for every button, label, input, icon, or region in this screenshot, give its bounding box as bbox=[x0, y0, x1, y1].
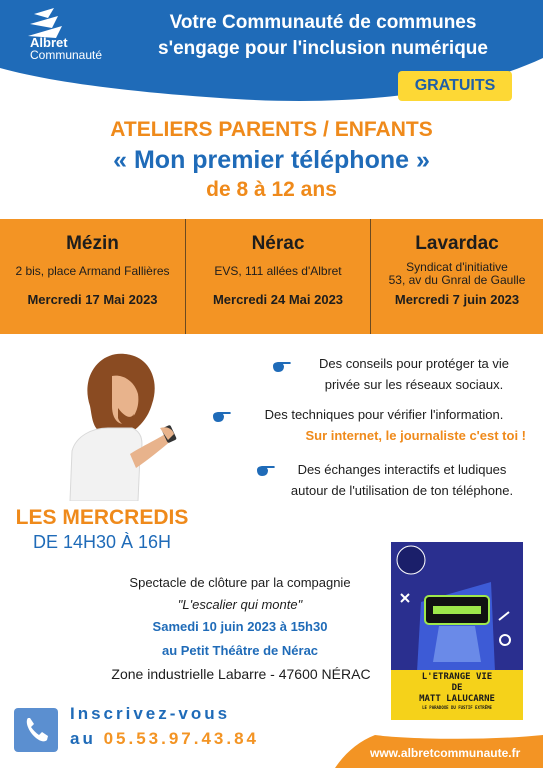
session-city: Mézin bbox=[66, 233, 119, 254]
session-address-line2: 53, av du Gnral de Gaulle bbox=[388, 273, 526, 287]
age-range: de 8 à 12 ans bbox=[206, 178, 337, 201]
header-title-line2: s'engage pour l'inclusion numérique bbox=[158, 38, 488, 59]
sessions-band bbox=[0, 219, 543, 334]
session-date: Mercredi 17 Mai 2023 bbox=[27, 292, 158, 307]
session-date: Mercredi 7 juin 2023 bbox=[394, 292, 520, 307]
bullet-line: Des techniques pour vérifier l'information. bbox=[264, 407, 504, 422]
schedule-days: LES MERCREDIS bbox=[15, 506, 189, 529]
show-intro: Spectacle de clôture par la compagnie bbox=[129, 575, 351, 590]
poster-title-line: L'ETRANGE VIE bbox=[421, 672, 493, 682]
session-city: Nérac bbox=[251, 233, 305, 254]
bullet-line: Des conseils pour protéger ta vie bbox=[318, 356, 510, 371]
poster-title bbox=[391, 672, 523, 711]
signup-phone-number[interactable]: 05.53.97.43.84 bbox=[103, 729, 260, 748]
bullet-line: Des échanges interactifs et ludiques bbox=[297, 462, 507, 477]
signup-phone-line bbox=[70, 729, 259, 749]
session-address: EVS, 111 allées d'Albret bbox=[214, 264, 342, 278]
session-address-line1: Syndicat d'initiative bbox=[406, 260, 508, 274]
poster-title-line: MATT LALUCARNE bbox=[419, 694, 495, 704]
signup-label: Inscrivez-vous bbox=[70, 704, 231, 723]
session-mezin bbox=[0, 219, 185, 334]
free-badge: GRATUITS bbox=[398, 71, 512, 101]
logo-line1: Albret bbox=[30, 35, 68, 50]
show-venue: au Petit Théâtre de Nérac bbox=[161, 643, 319, 658]
show-poster bbox=[391, 542, 523, 720]
session-date: Mercredi 24 Mai 2023 bbox=[212, 292, 344, 307]
bullet-line: autour de l'utilisation de ton téléphone. bbox=[290, 483, 514, 498]
workshop-title: « Mon premier téléphone » bbox=[113, 146, 430, 174]
session-city: Lavardac bbox=[415, 233, 499, 254]
person-with-phone-illustration bbox=[60, 346, 195, 501]
show-company: "L'escalier qui monte" bbox=[177, 597, 303, 612]
show-address: Zone industrielle Labarre - 47600 NÉRAC bbox=[111, 666, 371, 682]
logo-text bbox=[30, 36, 102, 62]
poster-title-line: DE bbox=[451, 683, 463, 693]
bullet-line: privée sur les réseaux sociaux. bbox=[324, 377, 504, 392]
show-date: Samedi 10 juin 2023 à 15h30 bbox=[152, 619, 328, 634]
session-address: 2 bis, place Armand Fallières bbox=[15, 264, 170, 278]
pointing-hand-icon bbox=[272, 360, 292, 374]
phone-icon bbox=[14, 708, 58, 752]
session-nerac bbox=[186, 219, 370, 334]
session-lavardac bbox=[371, 219, 543, 334]
poster-subtitle: LE PARADOXE DU FUSTIF EXTRÊME bbox=[422, 705, 492, 710]
bullet-verification bbox=[234, 404, 534, 446]
bullet-exchanges bbox=[270, 459, 534, 501]
pointing-hand-icon bbox=[212, 410, 232, 424]
logo-line2: Communauté bbox=[30, 48, 103, 62]
header-title bbox=[118, 10, 528, 62]
website-link[interactable]: www.albretcommunaute.fr bbox=[370, 746, 521, 760]
schedule-hours: DE 14H30 À 16H bbox=[32, 532, 172, 552]
header-title-line1: Votre Communauté de communes bbox=[169, 12, 477, 33]
bullet-highlight: Sur internet, le journaliste c'est toi ! bbox=[305, 428, 526, 443]
signup-prefix: au bbox=[70, 729, 96, 748]
workshop-heading: ATELIERS PARENTS / ENFANTS bbox=[110, 118, 433, 141]
bullet-privacy bbox=[294, 353, 534, 395]
